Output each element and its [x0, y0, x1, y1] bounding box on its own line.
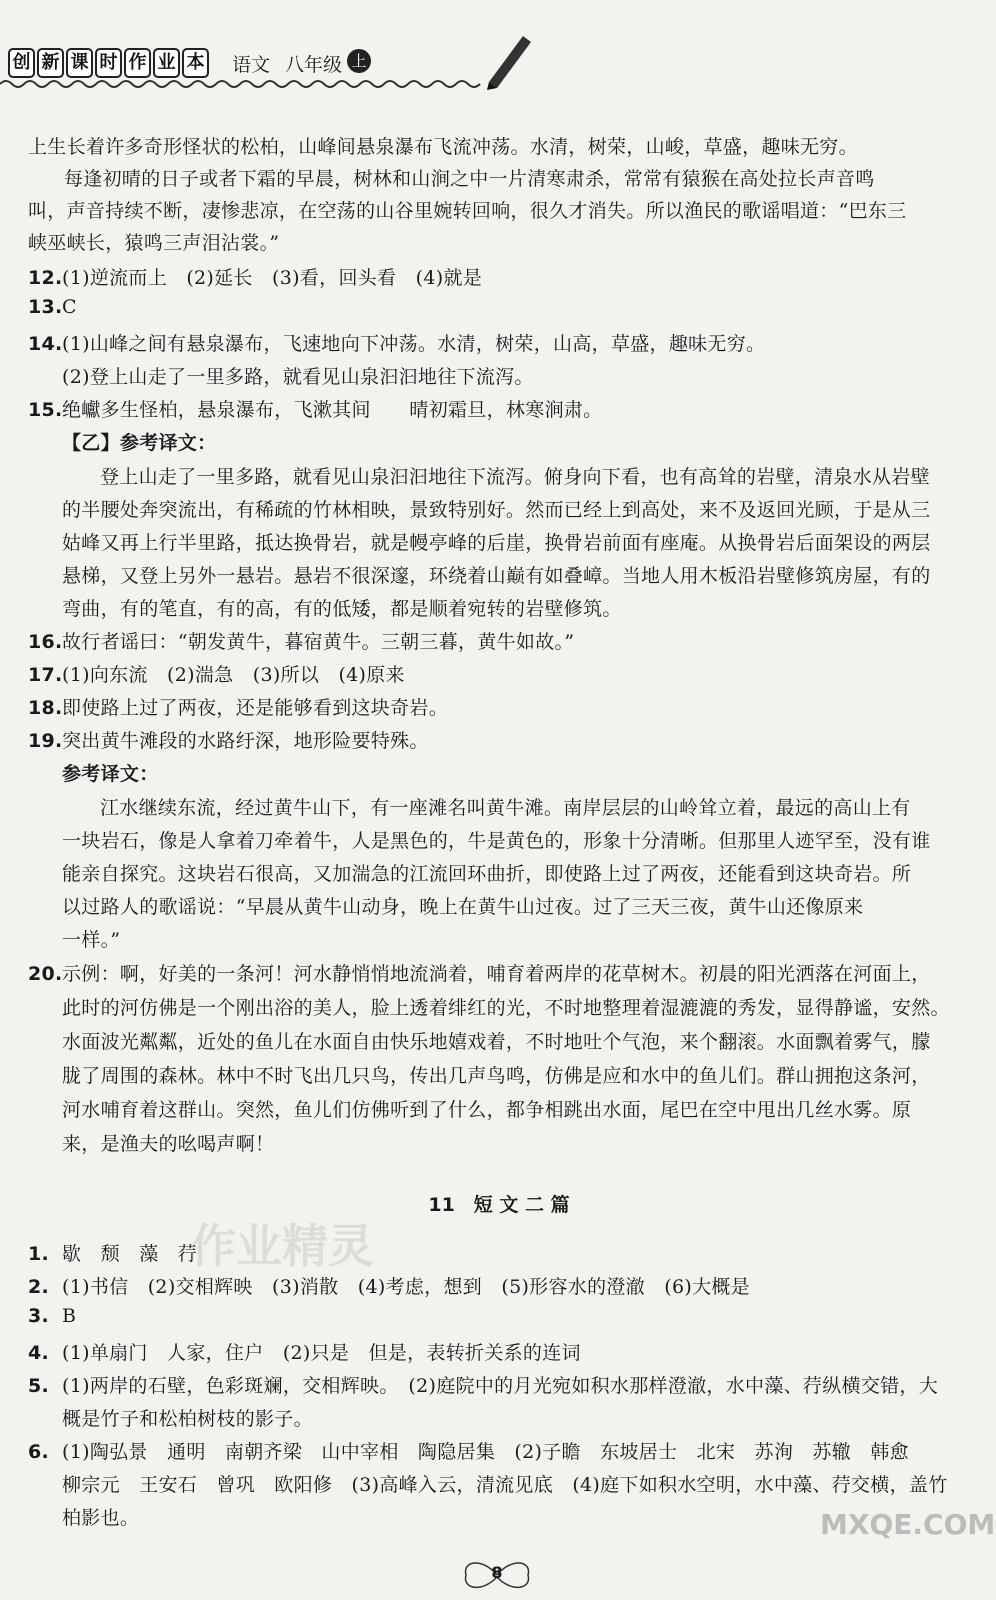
answer-text: 绝巘多生怪柏，悬泉瀑布，飞漱其间 晴初霜旦，林寒涧肃。: [62, 399, 603, 421]
answer-number: 1.: [28, 1243, 50, 1265]
translation-title: 【乙】参考译文：: [62, 432, 217, 454]
answer-15: [28, 395, 602, 422]
text-line: 河水哺育着这群山。突然，鱼儿们仿佛听到了什么，都争相跳出水面，尾巴在空中甩出几丝水雾。原: [62, 1099, 912, 1121]
text-line: 来，是渔夫的吆喝声啊！: [62, 1133, 275, 1155]
answer-text: (1)两岸的石壁，色彩斑斓，交相辉映。 (2)庭院中的月光宛如积水那样澄澈，水中藻、荇纵横交错，大: [62, 1375, 939, 1397]
answer-text: 突出黄牛滩段的水路纡深，地形险要特殊。: [62, 730, 429, 752]
answer-text: C: [62, 296, 77, 318]
text-line: 一块岩石，像是人拿着刀牵着牛，人是黑色的，牛是黄色的，形象十分清晰。但那里人迹罕至，没有谁: [62, 830, 931, 852]
text-line: 悬梯，又登上另外一悬岩。悬岩不很深邃，环绕着山巅有如叠嶂。当地人用木板沿岩壁修筑房屋，有的: [62, 565, 931, 587]
text-line: 登上山走了一里多路，就看见山泉汩汩地往下流泻。俯身向下看，也有高耸的岩壁，清泉水从岩壁: [100, 466, 930, 488]
text-line: 姑峰又再上行半里路，抵达换骨岩，就是幔亭峰的后崖，换骨岩前面有座庵。从换骨岩后面架设的两层: [62, 532, 931, 554]
answer-number: 20.: [28, 963, 63, 985]
brand-logo: [8, 48, 211, 78]
text-line: 弯曲，有的笔直，有的高，有的低矮，都是顺着宛转的岩壁修筑。: [62, 598, 622, 620]
text-line: 峡巫峡长，猿鸣三声泪沾裳。”: [28, 232, 280, 254]
answer-text: (1)山峰之间有悬泉瀑布，飞速地向下冲荡。水清，树荣，山高，草盛，趣味无穷。: [62, 333, 766, 355]
answer-text: (1)书信 (2)交相辉映 (3)消散 (4)考虑，想到 (5)形容水的澄澈 (6)大概是: [62, 1276, 750, 1298]
text-line: 叫，声音持续不断，凄惨悲凉，在空荡的山谷里婉转回响，很久才消失。所以渔民的歌谣唱道：“巴东三: [28, 200, 907, 222]
answer-number: 6.: [28, 1441, 50, 1463]
site-watermark: MXQE.COM: [820, 1508, 996, 1541]
answer-20: [28, 959, 931, 986]
term-badge: 上: [347, 49, 371, 73]
answer-text: 歇 颓 藻 荇: [62, 1243, 198, 1265]
answer-number: 18.: [28, 697, 63, 719]
answer-number: 3.: [28, 1305, 50, 1327]
answer-number: 16.: [28, 631, 63, 653]
brand-char: 创: [8, 48, 35, 78]
brand-char: 业: [153, 48, 180, 78]
answer-number: 12.: [28, 267, 63, 289]
answer-s6: [28, 1437, 909, 1464]
answer-number: 19.: [28, 730, 63, 752]
answer-text: (1)向东流 (2)湍急 (3)所以 (4)原来: [62, 664, 405, 686]
answer-text: (1)陶弘景 通明 南朝齐梁 山中宰相 陶隐居集 (2)子瞻 东坡居士 北宋 苏洵 苏辙 韩愈: [62, 1441, 909, 1463]
text-line: 此时的河仿佛是一个刚出浴的美人，脸上透着绯红的光，不时地整理着湿漉漉的秀发，显得静谧，安然。: [62, 997, 950, 1019]
answer-18: [28, 693, 448, 720]
answer-13: [28, 296, 77, 318]
answer-text: 即使路上过了两夜，还是能够看到这块奇岩。: [62, 697, 449, 719]
answer-19: [28, 726, 429, 753]
translation-title: 参考译文：: [62, 763, 159, 785]
grade-label: 八年级: [285, 54, 343, 76]
wavy-underline: [0, 77, 490, 91]
text-line: 每逢初晴的日子或者下霜的早晨，树林和山涧之中一片清寒肃杀，常常有猿猴在高处拉长声音鸣: [64, 168, 875, 190]
answer-17: [28, 660, 405, 687]
brand-char: 课: [66, 48, 93, 78]
answer-text: (1)逆流而上 (2)延长 (3)看，回头看 (4)就是: [62, 267, 483, 289]
text-line: 以过路人的歌谣说：“早晨从黄牛山动身，晚上在黄牛山过夜。过了三天三夜，黄牛山还像原来: [62, 896, 864, 918]
page-footer: [452, 1555, 542, 1595]
text-line: 概是竹子和松柏树枝的影子。: [62, 1408, 313, 1430]
answer-number: 2.: [28, 1276, 50, 1298]
page-number: 8: [491, 1563, 503, 1582]
answer-number: 13.: [28, 296, 63, 318]
answer-12: [28, 263, 482, 290]
answer-number: 5.: [28, 1375, 50, 1397]
text-line: 水面波光粼粼，近处的鱼儿在水面自由快乐地嬉戏着，不时地吐个气泡，来个翻滚。水面飘着雾气，朦: [62, 1031, 931, 1053]
watermark-text: 作业精灵: [190, 1219, 374, 1273]
text-line: 胧了周围的森林。林中不时飞出几只鸟，传出几声鸟鸣，仿佛是应和水中的鱼儿们。群山拥抱这条河，: [62, 1065, 931, 1087]
text-line: 柏影也。: [62, 1507, 140, 1529]
page-header: [0, 0, 996, 100]
answer-s5: [28, 1371, 938, 1398]
section-title: 11 短 文 二 篇: [428, 1194, 570, 1216]
text-line: 能亲自探究。这块岩石很高，又加湍急的江流回环曲折，即使路上过了两夜，还能看到这块奇岩。所: [62, 863, 912, 885]
text-line: 柳宗元 王安石 曾巩 欧阳修 (3)高峰入云，清流见底 (4)庭下如积水空明，水中藻、荇交横，盖竹: [62, 1474, 948, 1496]
brand-char: 本: [182, 48, 209, 78]
answer-14-part2: (2)登上山走了一里多路，就看见山泉汩汩地往下流泻。: [62, 366, 534, 388]
text-line: 江水继续东流，经过黄牛山下，有一座滩名叫黄牛滩。南岸层层的山岭耸立着，最远的高山上有: [100, 797, 911, 819]
answer-text: B: [62, 1305, 77, 1327]
answer-text: 故行者谣曰：“朝发黄牛，暮宿黄牛。三朝三暮，黄牛如故。”: [62, 631, 575, 653]
text-line: 上生长着许多奇形怪状的松柏，山峰间悬泉瀑布飞流冲荡。水清，树荣，山峻，草盛，趣味无穷。: [28, 136, 858, 158]
answer-number: 17.: [28, 664, 63, 686]
answer-s1: [28, 1239, 197, 1266]
answer-s3: [28, 1305, 76, 1327]
answer-number: 14.: [28, 333, 63, 355]
answer-s4: [28, 1338, 581, 1365]
answer-s2: [28, 1272, 750, 1299]
answer-number: 4.: [28, 1342, 50, 1364]
answer-number: 15.: [28, 399, 63, 421]
pen-icon: [485, 30, 535, 90]
text-line: 的半腰处奔突流出，有稀疏的竹林相映，景致特别好。然而已经上到高处，来不及返回光顾，于是从三: [62, 499, 931, 521]
answer-14: [28, 329, 765, 356]
brand-char: 时: [95, 48, 122, 78]
text-line: 一样。”: [62, 929, 121, 951]
subject-label: 语文: [232, 54, 271, 76]
brand-char: 作: [124, 48, 151, 78]
answer-text: (1)单扇门 人家，住户 (2)只是 但是，表转折关系的连词: [62, 1342, 581, 1364]
answer-16: [28, 627, 574, 654]
answer-text: 示例：啊，好美的一条河！河水静悄悄地流淌着，哺育着两岸的花草树木。初晨的阳光洒落在河面上，: [62, 963, 931, 985]
brand-char: 新: [37, 48, 64, 78]
